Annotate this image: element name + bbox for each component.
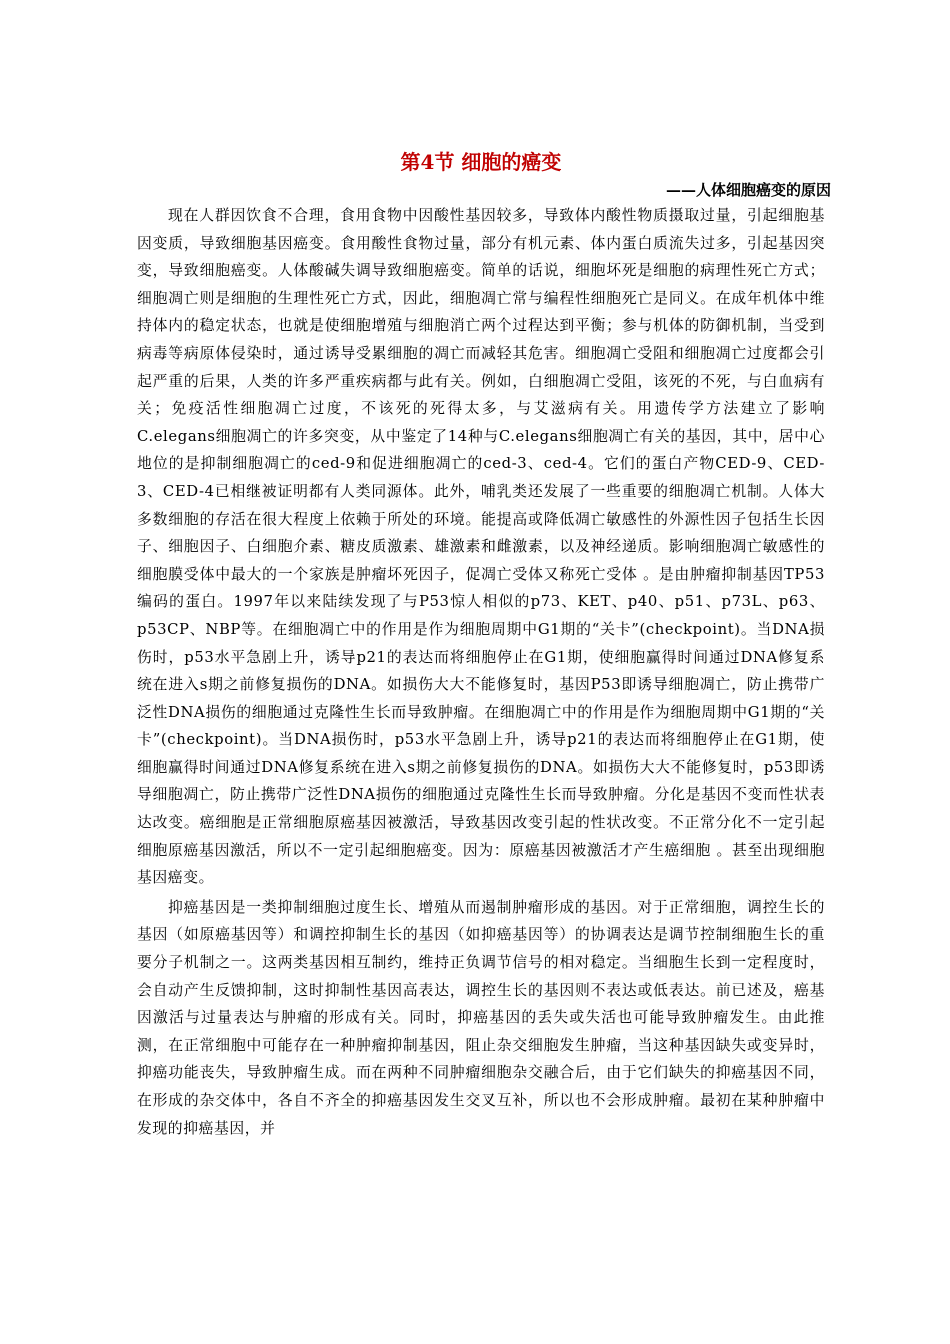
document-page	[137, 148, 831, 1142]
paragraph-2: 抑癌基因是一类抑制细胞过度生长、增殖从而遏制肿瘤形成的基因。对于正常细胞，调控生长的基因（如原癌基因等）和调控抑制生长的基因（如抑癌基因等）的协调表达是调节控制细胞生长的重要分子机制之一。这两类基因相互制约，维持正负调节信号的相对稳定。当细胞生长到一定程度时，会自动产生反馈抑制，这时抑制性基因高表达，调控生长的基因则不表达或低表达。前已述及，癌基因激活与过量表达与肿瘤的形成有关。同时，抑癌基因的丢失或失活也可能导致肿瘤发生。由此推测，在正常细胞中可能存在一种肿瘤抑制基因，阻止杂交细胞发生肿瘤，当这种基因缺失或变异时，抑癌功能丧失，导致肿瘤生成。而在两种不同肿瘤细胞杂交融合后，由于它们缺失的抑癌基因不同，在形成的杂交体中，各自不齐全的抑癌基因发生交叉互补，所以也不会形成肿瘤。最初在某种肿瘤中发现的抑癌基因，并	[137, 898, 825, 1137]
document-title: 第4节 细胞的癌变	[400, 150, 562, 174]
paragraph-1: 现在人群因饮食不合理，食用食物中因酸性基因较多，导致体内酸性物质摄取过量，引起细胞基因变质，导致细胞基因癌变。食用酸性食物过量，部分有机元素、体内蛋白质流失过多，引起基因突变，导致细胞癌变。人体酸碱失调导致细胞癌变。简单的话说，细胞坏死是细胞的病理性死亡方式；细胞凋亡则是细胞的生理性死亡方式，因此，细胞凋亡常与编程性细胞死亡是同义。在成年机体中维持体内的稳定状态，也就是使细胞增殖与细胞消亡两个过程达到平衡；参与机体的防御机制，当受到病毒等病原体侵染时，通过诱导受累细胞的凋亡而减轻其危害。细胞凋亡受阻和细胞凋亡过度都会引起严重的后果，人类的许多严重疾病都与此有关。例如，白细胞凋亡受阻，该死的不死，与白血病有关；免疫活性细胞凋亡过度，不该死的死得太多，与艾滋病有关。用遗传学方法建立了影响C.elegans细胞凋亡的许多突变，从中鉴定了14种与C.elegans细胞凋亡有关的基因，其中，居中心地位的是抑制细胞凋亡的ced-9和促进细胞凋亡的ced-3、ced-4。它们的蛋白产物CED-9、CED-3、CED-4已相继被证明都有人类同源体。此外，哺乳类还发展了一些重要的细胞凋亡机制。人体大多数细胞的存活在很大程度上依赖于所处的环境。能提高或降低凋亡敏感性的外源性因子包括生长因子、细胞因子、白细胞介素、糖皮质激素、雄激素和雌激素，以及神经递质。影响细胞凋亡敏感性的细胞膜受体中最大的一个家族是肿瘤坏死因子，促凋亡受体又称死亡受体 。是由肿瘤抑制基因TP53编码的蛋白。1997年以来陆续发现了与P53惊人相似的p73、KET、p40、p51、p73L、p63、p53CP、NBP等。在细胞凋亡中的作用是作为细胞周期中G1期的“关卡”(checkpoint)。当DNA损伤时，p53水平急剧上升，诱导p21的表达而将细胞停止在G1期，使细胞赢得时间通过DNA修复系统在进入s期之前修复损伤的DNA。如损伤大大不能修复时，基因P53即诱导细胞凋亡，防止携带广泛性DNA损伤的细胞通过克隆性生长而导致肿瘤。在细胞凋亡中的作用是作为细胞周期中G1期的“关卡”(checkpoint)。当DNA损伤时，p53水平急剧上升，诱导p21的表达而将细胞停止在G1期，使细胞赢得时间通过DNA修复系统在进入s期之前修复损伤的DNA。如损伤大大不能修复时，p53即诱导细胞凋亡，防止携带广泛性DNA损伤的细胞通过克隆性生长而导致肿瘤。分化是基因不变而性状表达改变。癌细胞是正常细胞原癌基因被激活，导致基因改变引起的性状改变。不正常分化不一定引起细胞原癌基因激活，所以不一定引起细胞癌变。因为：原癌基因被激活才产生癌细胞 。甚至出现细胞基因癌变。	[137, 207, 825, 887]
document-subtitle: ——人体细胞癌变的原因	[665, 181, 831, 199]
